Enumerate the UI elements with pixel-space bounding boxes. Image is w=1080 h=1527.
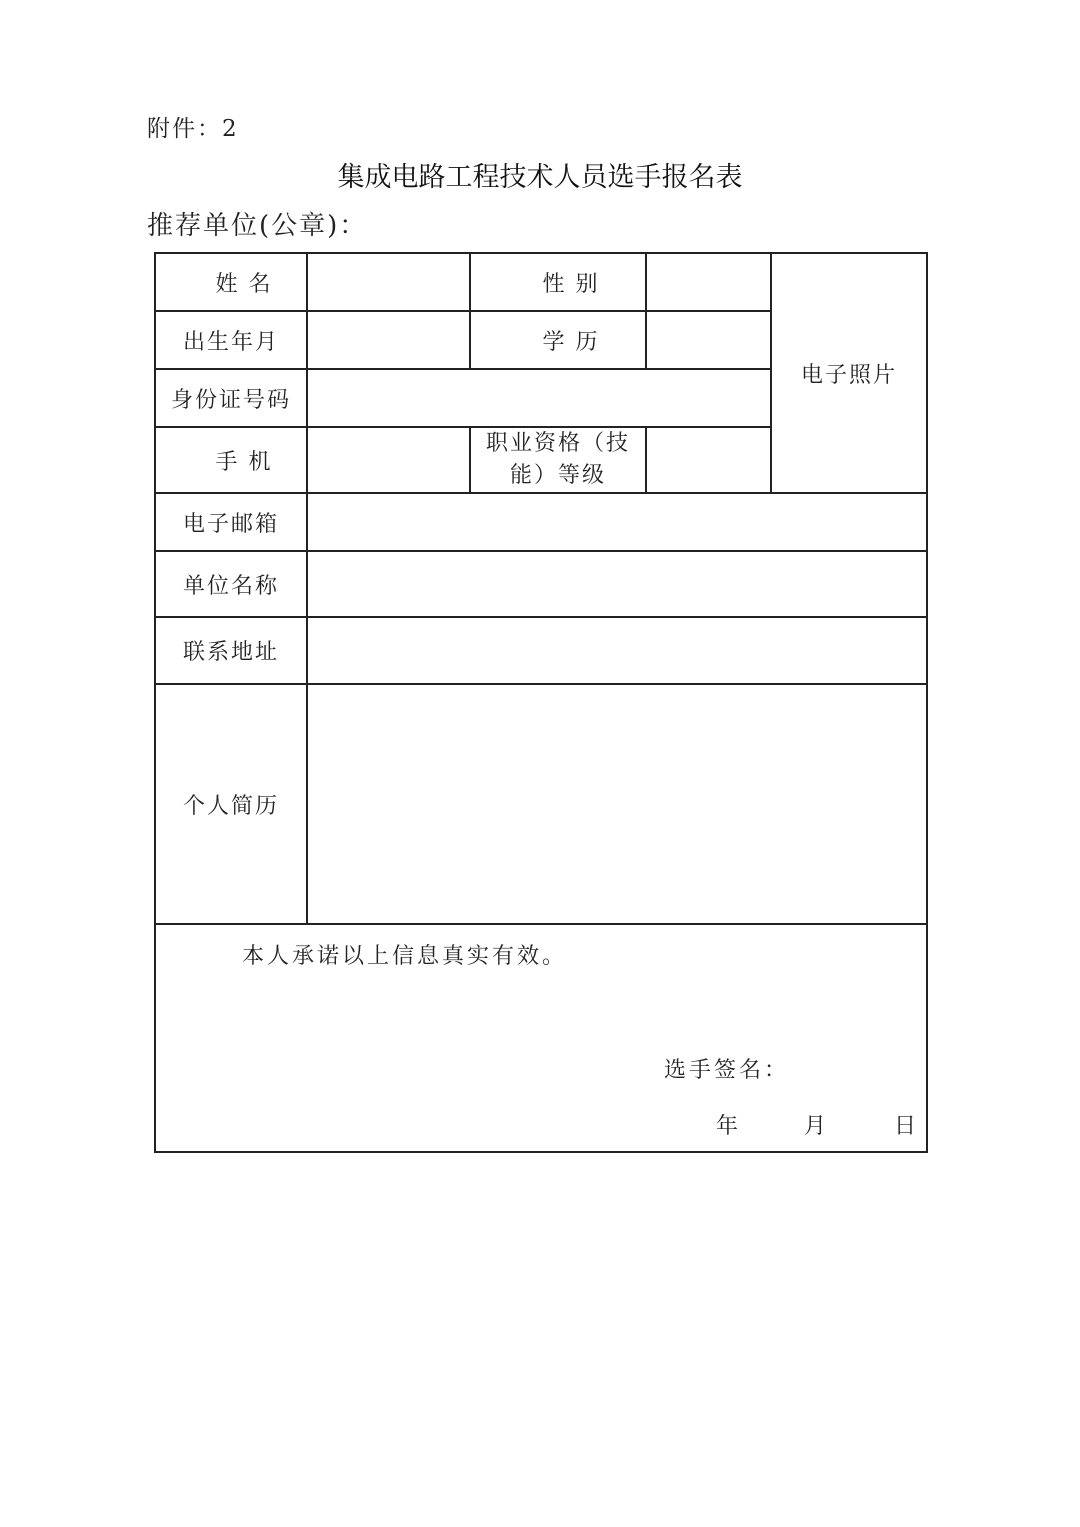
name-field[interactable] (307, 253, 470, 311)
qualification-field[interactable] (646, 427, 771, 493)
resume-label: 个人简历 (155, 684, 307, 924)
qualification-label (470, 427, 646, 493)
registration-form-table (154, 252, 928, 1153)
attachment-label: 附件：2 (147, 116, 239, 142)
qualification-label-line1: 职业资格（技 (485, 431, 630, 456)
promise-cell (155, 924, 927, 1152)
day-label: 日 (894, 1114, 919, 1139)
birth-field[interactable] (307, 311, 470, 369)
signature-label[interactable]: 选手签名： (664, 1058, 790, 1083)
recommending-unit-label: 推荐单位(公章)： (147, 211, 368, 241)
resume-field[interactable] (307, 684, 927, 924)
id-number-label: 身份证号码 (155, 369, 307, 427)
month-label: 月 (804, 1114, 829, 1139)
id-number-field[interactable] (307, 369, 771, 427)
birth-label: 出生年月 (155, 311, 307, 369)
phone-field[interactable] (307, 427, 470, 493)
gender-label: 性 别 (470, 253, 646, 311)
qualification-label-line2: 能）等级 (509, 463, 606, 488)
address-field[interactable] (307, 617, 927, 684)
promise-text: 本人承诺以上信息真实有效。 (242, 944, 568, 969)
photo-label: 电子照片 (800, 362, 897, 388)
name-label: 姓 名 (155, 253, 307, 311)
gender-field[interactable] (646, 253, 771, 311)
education-field[interactable] (646, 311, 771, 369)
email-label: 电子邮箱 (155, 493, 307, 551)
organization-field[interactable] (307, 551, 927, 617)
email-field[interactable] (307, 493, 927, 551)
year-label: 年 (716, 1114, 741, 1139)
photo-cell[interactable] (771, 253, 927, 493)
phone-label: 手 机 (155, 427, 307, 493)
organization-label: 单位名称 (155, 551, 307, 617)
education-label: 学 历 (470, 311, 646, 369)
form-title: 集成电路工程技术人员选手报名表 (337, 162, 743, 193)
address-label: 联系地址 (155, 617, 307, 684)
